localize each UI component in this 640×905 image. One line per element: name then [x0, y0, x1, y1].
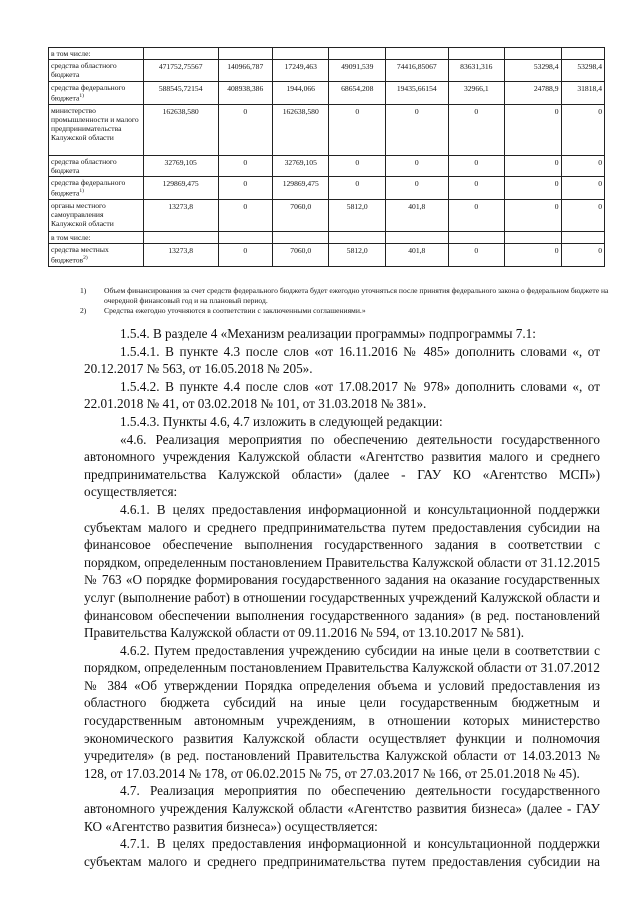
paragraph-4-7-1: 4.7.1. В целях предоставления информационной и консультационной поддержки субъектам малого и среднего предпринимательства путем предоставления субсидии на [84, 836, 600, 869]
row-label: в том числе: [49, 231, 144, 243]
table-cell: 0 [448, 176, 505, 199]
table-cell: 0 [505, 155, 562, 176]
table-cell: 49091,539 [329, 60, 386, 81]
footnote-ref: 1) [79, 188, 84, 195]
footnote-mark: 1) [80, 286, 87, 295]
table-cell: 0 [448, 244, 505, 267]
row-label: министерство промышленности и малого предпринимательства Калужской области [49, 104, 144, 155]
table-cell [143, 231, 218, 243]
table-cell: 32966,1 [448, 81, 505, 104]
paragraph-1-5-4-2: 1.5.4.2. В пункте 4.4 после слов «от 17.08.2017 № 978» дополнить словами «, от 22.01.2018 № 41, от 03.02.2018 № 101, от 31.03.2018 № 381». [84, 378, 600, 412]
table-cell: 7060,0 [272, 199, 329, 231]
table-row [49, 231, 605, 243]
row-label: средства местных бюджетов$^{2)}$ [49, 244, 144, 267]
table-cell [385, 231, 448, 243]
table-cell: 7060,0 [272, 244, 329, 267]
table-cell: 83631,316 [448, 60, 505, 81]
table-cell [329, 48, 386, 60]
footnote-2 [80, 306, 610, 316]
table-cell: 74416,85067 [385, 60, 448, 81]
footnote-text: Объем финансирования за счет средств федерального бюджета будет ежегодно уточняться после принятия федерального закона о федеральном бюджете на очередной финансовый год и на плановый период. [104, 286, 609, 305]
table-cell: 19435,66154 [385, 81, 448, 104]
table-cell: 5812,0 [329, 244, 386, 267]
table-cell: 0 [505, 199, 562, 231]
table-cell: 5812,0 [329, 199, 386, 231]
table-cell: 0 [218, 104, 272, 155]
table-row [49, 199, 605, 231]
table-cell: 32769,105 [272, 155, 329, 176]
table-cell: 129869,475 [272, 176, 329, 199]
table-cell [561, 231, 604, 243]
paragraph-4-7: 4.7. Реализация мероприятия по обеспечению деятельности государственного автономного учреждения Калужской области «Агентство развития бизнеса» (далее - ГАУ КО «Агентство развития бизнеса») осуществляется: [84, 783, 600, 834]
table-row [49, 81, 605, 104]
table-cell: 68654,208 [329, 81, 386, 104]
footnote-ref: 1) [79, 92, 84, 99]
table-cell: 0 [329, 104, 386, 155]
table-cell: 0 [448, 155, 505, 176]
table-cell: 0 [448, 104, 505, 155]
table-cell: 588545,72154 [143, 81, 218, 104]
table-cell: 53298,4 [561, 60, 604, 81]
paragraph-1-5-4: 1.5.4. В разделе 4 «Механизм реализации программы» подпрограммы 7.1: [120, 326, 536, 341]
table-cell: 0 [448, 199, 505, 231]
table-cell [448, 48, 505, 60]
table-cell: 53298,4 [505, 60, 562, 81]
table-cell: 0 [561, 176, 604, 199]
table-cell [329, 231, 386, 243]
footnote-ref: 2) [83, 255, 88, 262]
table-cell: 162638,580 [143, 104, 218, 155]
table-cell: 471752,75567 [143, 60, 218, 81]
table-cell: 0 [218, 199, 272, 231]
table-cell: 13273,8 [143, 199, 218, 231]
table-cell: 0 [505, 244, 562, 267]
row-label: в том числе: [49, 48, 144, 60]
table-cell [448, 231, 505, 243]
table-cell [218, 48, 272, 60]
table-row [49, 48, 605, 60]
table-cell: 13273,8 [143, 244, 218, 267]
table-cell: 0 [329, 176, 386, 199]
table-row [49, 155, 605, 176]
row-label: средства областного бюджета [49, 60, 144, 81]
table-cell [505, 48, 562, 60]
table-cell [272, 48, 329, 60]
table-cell: 24788,9 [505, 81, 562, 104]
table-cell [272, 231, 329, 243]
table-cell [505, 231, 562, 243]
table-cell: 0 [385, 155, 448, 176]
table-cell: 0 [218, 244, 272, 267]
table-row [49, 244, 605, 267]
table-row [49, 104, 605, 155]
paragraph-4-6: «4.6. Реализация мероприятия по обеспечению деятельности государственного автономного учреждения Калужской области «Агентство развития малого и среднего предпринимательства Калужской области» (далее - ГАУ КО «Агентство МСП») осуществляется: [84, 431, 600, 500]
table-cell: 0 [505, 176, 562, 199]
table-cell [143, 48, 218, 60]
table-cell: 0 [505, 104, 562, 155]
paragraph-1-5-4-3: 1.5.4.3. Пункты 4.6, 4.7 изложить в следующей редакции: [120, 413, 443, 429]
paragraph-4-6-2: 4.6.2. Путем предоставления учреждению субсидии на иные цели в соответствии с порядком, определенным постановлением Правительства Калужской области от 31.07.2012 № 384 «Об утверждении Порядка определения объема и условий предоставления из областного бюджета субсидий на иные цели государственным бюджетным и государственным автономным учреждениям, в отношении которых министерство экономического развития Калужской области осуществляет функции и полномочия учредителя» (в ред. постановлений Правительства Калужской области от 14.03.2013 № 128, от 17.03.2014 № 178, от 06.02.2015 № 75, от 27.03.2017 № 166, от 25.01.2018 № 45). [84, 642, 600, 781]
table-cell: 0 [561, 104, 604, 155]
table-row [49, 60, 605, 81]
table-cell: 0 [385, 104, 448, 155]
row-label: средства областного бюджета [49, 155, 144, 176]
table-cell: 0 [385, 176, 448, 199]
table-cell: 17249,463 [272, 60, 329, 81]
table-cell: 401,8 [385, 244, 448, 267]
paragraph-1-5-4-1: 1.5.4.1. В пункте 4.3 после слов «от 16.11.2016 № 485» дополнить словами «, от 20.12.2017 № 563, от 16.05.2018 № 205». [84, 343, 600, 377]
financing-table [48, 47, 605, 267]
table-cell: 0 [561, 244, 604, 267]
table-cell [218, 231, 272, 243]
footnote-text: Средства ежегодно уточняются в соответствии с заключенными соглашениями.» [104, 306, 366, 315]
row-label: средства федерального бюджета$^{1)}$ [49, 81, 144, 104]
table-cell: 0 [218, 155, 272, 176]
table-cell [561, 48, 604, 60]
table-cell: 401,8 [385, 199, 448, 231]
table-cell: 408938,386 [218, 81, 272, 104]
financing-table-body [49, 48, 605, 267]
table-cell: 1944,066 [272, 81, 329, 104]
footnote-mark: 2) [80, 306, 87, 315]
paragraph-4-6-1: 4.6.1. В целях предоставления информационной и консультационной поддержки субъектам малого и среднего предпринимательства путем предоставления субсидии на финансовое обеспечение выполнения государственного задания в соответствии с порядком, определенным постановлением Правительства Калужской области от 31.12.2015 № 763 «О порядке формирования государственного задания на оказание государственных услуг (выполнение работ) в отношении государственных учреждений Калужской области и финансовом обеспечении выполнения государственного задания» (в ред. постановлений Правительства Калужской области от 09.11.2016 № 594, от 13.10.2017 № 581). [84, 501, 600, 641]
footnote-1 [80, 286, 610, 306]
table-cell: 0 [561, 199, 604, 231]
table-cell: 32769,105 [143, 155, 218, 176]
row-label: средства федерального бюджета$^{1)}$ [49, 176, 144, 199]
table-cell: 0 [561, 155, 604, 176]
table-cell: 140966,787 [218, 60, 272, 81]
table-cell: 31818,4 [561, 81, 604, 104]
document-body [84, 325, 600, 870]
table-cell: 0 [329, 155, 386, 176]
table-cell: 162638,580 [272, 104, 329, 155]
table-cell: 0 [218, 176, 272, 199]
row-label: органы местного самоуправления Калужской области [49, 199, 144, 231]
table-cell: 129869,475 [143, 176, 218, 199]
table-cell [385, 48, 448, 60]
table-row [49, 176, 605, 199]
footnotes [80, 286, 610, 316]
